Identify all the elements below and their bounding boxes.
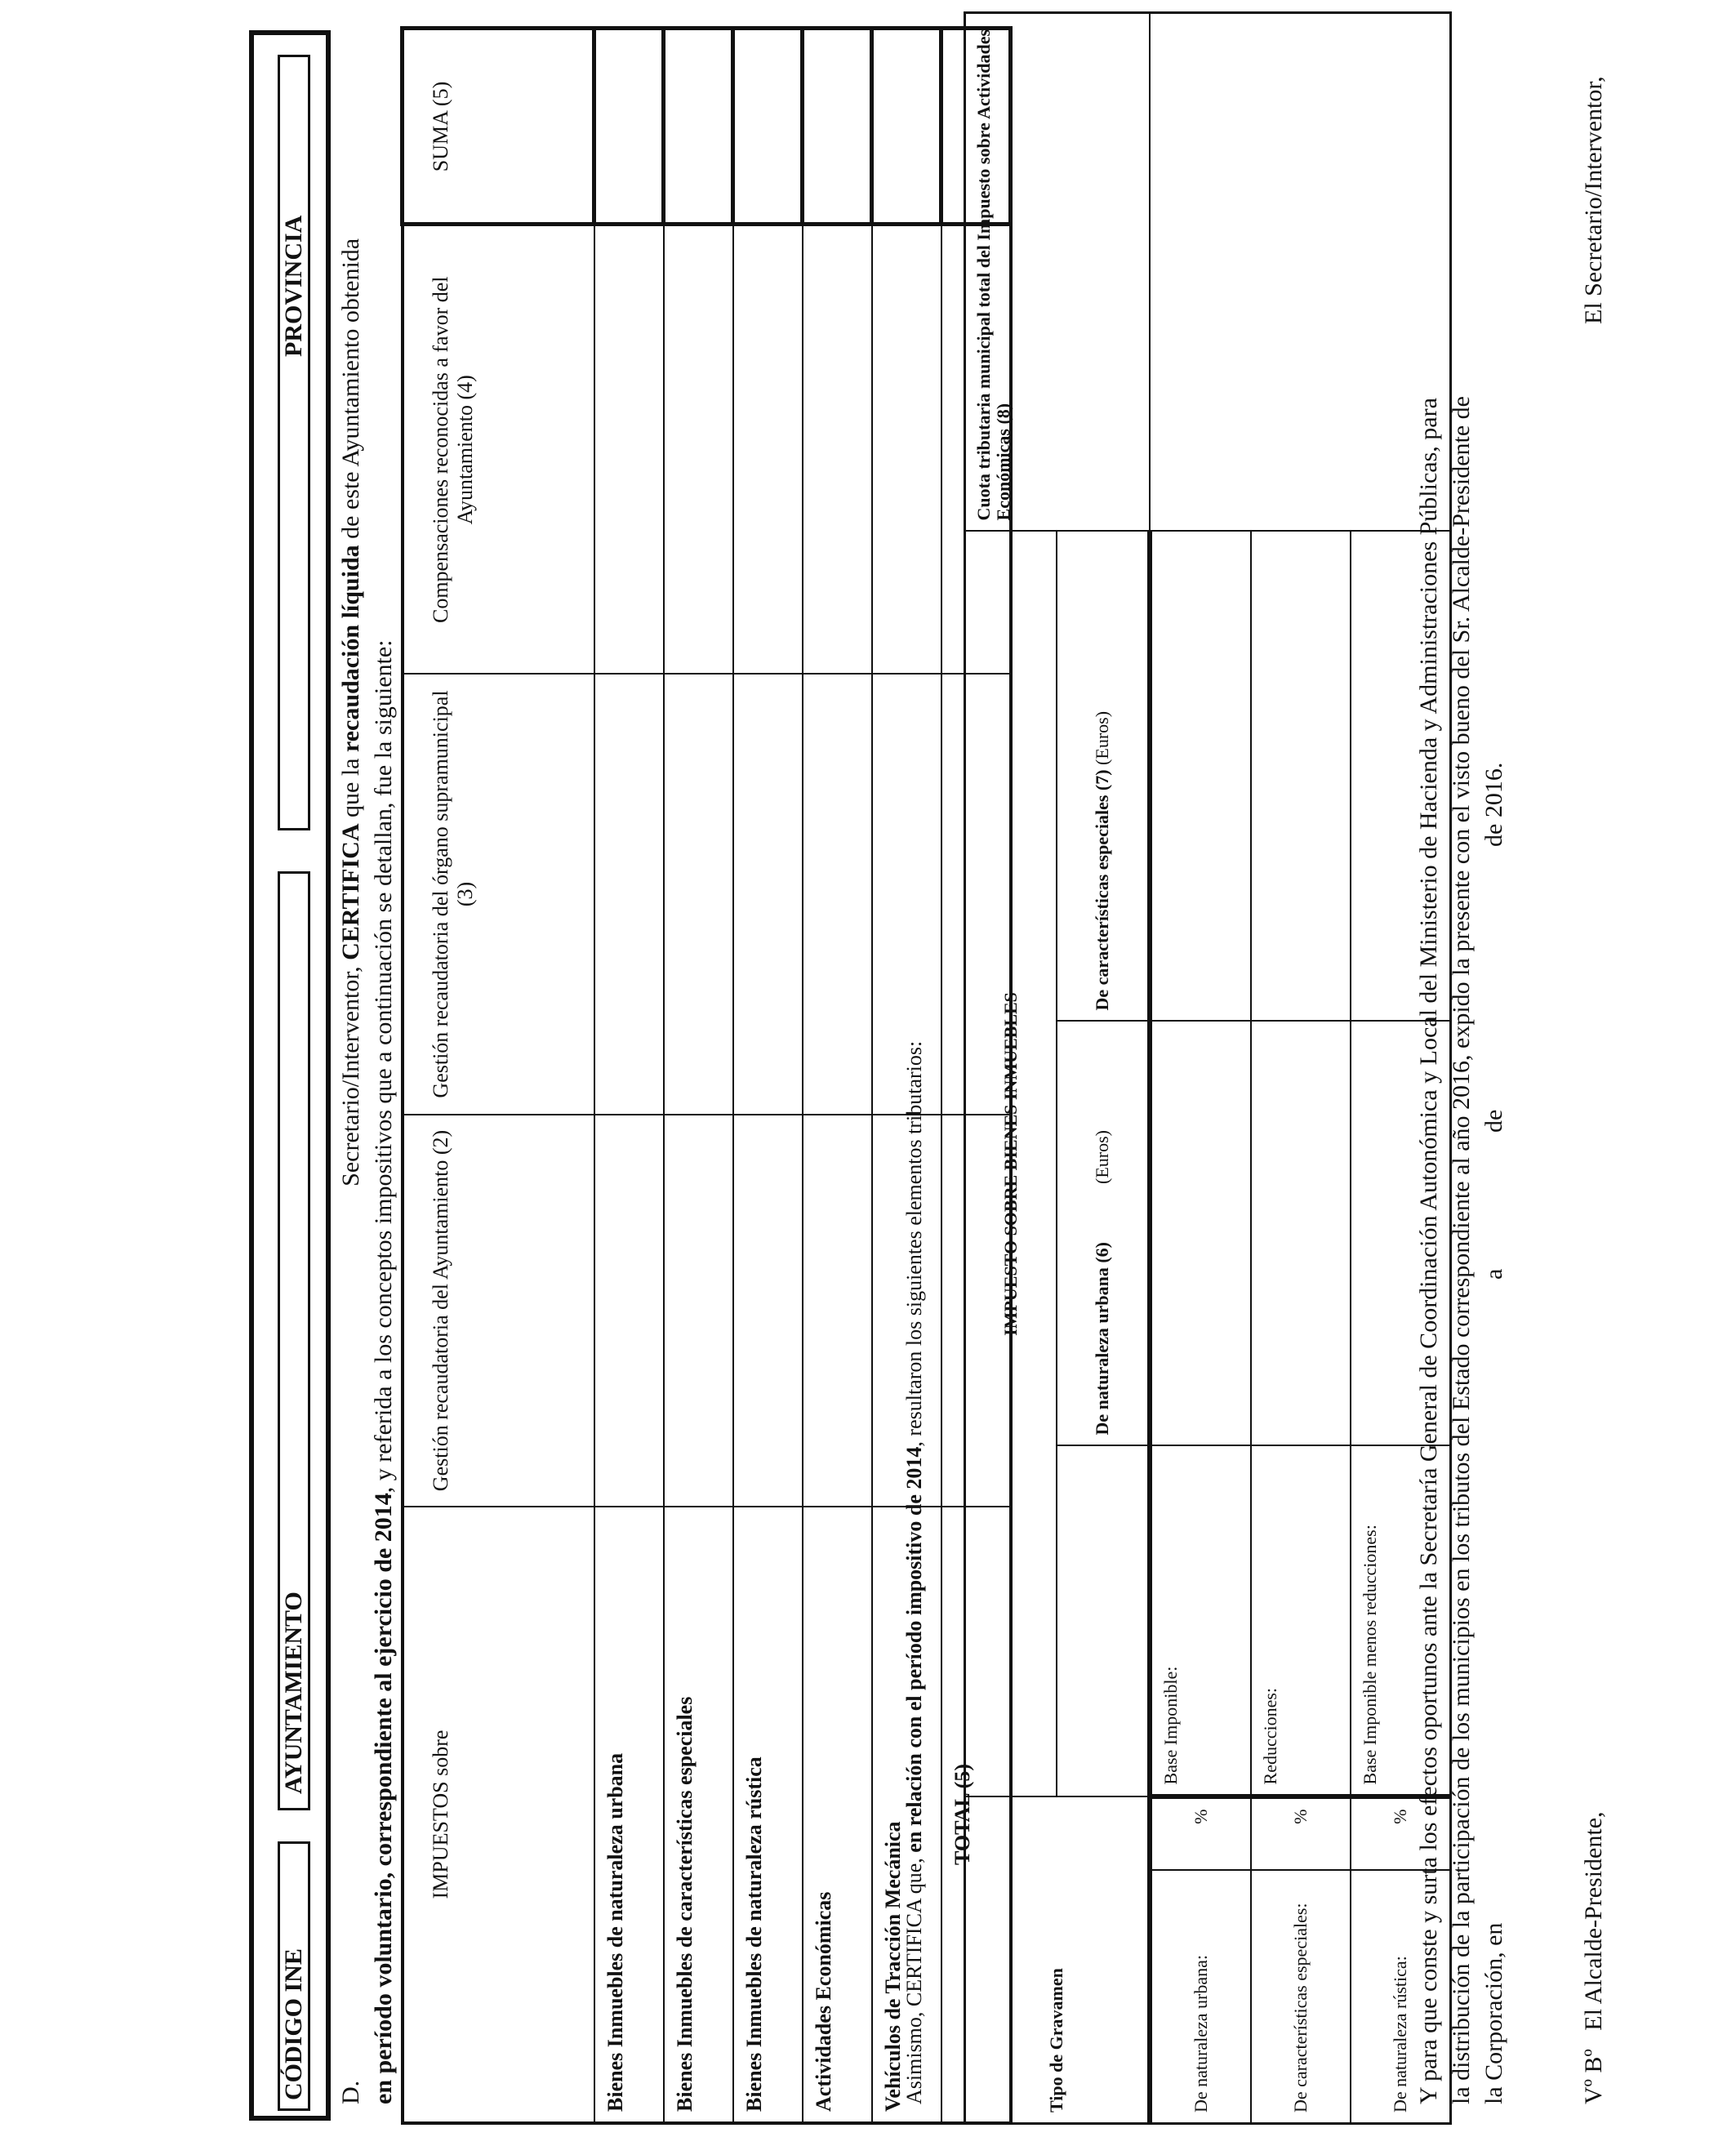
cell-suma[interactable] (733, 29, 803, 225)
row-label: Bienes Inmuebles de naturaleza rústica (733, 1507, 803, 2123)
tipo-label: De características especiales: (1251, 1871, 1351, 2124)
table-row (803, 29, 872, 2123)
cell-input[interactable] (594, 225, 664, 674)
cell-input[interactable] (664, 1115, 733, 1507)
cell-input[interactable] (594, 1115, 664, 1507)
tipo-label: De naturaleza rústica: (1351, 1871, 1451, 2124)
cell-suma[interactable] (803, 29, 872, 225)
table-row (733, 29, 803, 2123)
row-label: Vehículos de Tracción Mecánica (872, 1507, 941, 2123)
cell-suma[interactable] (664, 29, 733, 225)
cell-input[interactable] (733, 674, 803, 1115)
cell-input[interactable] (664, 674, 733, 1115)
col-urbana-header: De naturaleza urbana (6) (Euros) (1057, 1021, 1150, 1445)
row-label: Bienes Inmuebles de naturaleza urbana (594, 1507, 664, 2123)
signature-secretario: El Secretario/Interventor, (1580, 76, 1607, 324)
row-label: Bienes Inmuebles de características especiales (664, 1507, 733, 2123)
closing-paragraph (1413, 14, 1511, 2104)
concepto-label: Base Imponible menos reducciones: (1351, 1445, 1451, 1796)
closing-line-1: Y para que conste y surta los efectos oportunos ante la Secretaría General de Coordinación Autonómica y Local del Ministerio de Hacienda y Administraciones Públicas, para (1415, 398, 1442, 2104)
table-row (1150, 12, 1251, 2123)
pct-label: % (1351, 1796, 1451, 1870)
cell-input[interactable] (1251, 531, 1351, 1021)
table-row (594, 29, 664, 2123)
closing-line-2: la distribución de la participación de los municipios en los tributos del Estado correspondiente al año 2016, expido la presente con el visto bueno del Sr. Alcalde-Presidente de (1448, 396, 1475, 2104)
cert-line-2: en período voluntario, correspondiente al ejercicio de 2014, y referida a los conceptos impositivos que a continuación se detallan, fue la siguiente: (370, 639, 397, 2104)
cell-input[interactable] (733, 1115, 803, 1507)
cell-input[interactable] (733, 225, 803, 674)
provincia-field[interactable] (278, 55, 310, 830)
cell-input[interactable] (664, 225, 733, 674)
cert-line-1: D. Secretario/Interventor, CERTIFICA que la recaudación líquida de este Ayuntamiento obtenida (337, 238, 364, 2104)
provincia-label: PROVINCIA (280, 215, 307, 357)
cell-suma[interactable] (594, 29, 664, 225)
ayuntamiento-label: AYUNTAMIENTO (280, 1592, 307, 1794)
cuota-header: Cuota tributaria municipal total del Impuesto sobre Actividades Económicas (8) (965, 12, 1151, 531)
signature-alcalde: Vº Bº El Alcalde-Presidente, (1580, 1811, 1607, 2104)
concepto-label: Base Imponible: (1150, 1445, 1251, 1796)
cell-input[interactable] (803, 1115, 872, 1507)
header-suma: SUMA (5) (403, 29, 594, 225)
col-especiales-header: De características especiales (7) (Euros) (1057, 531, 1150, 1021)
ibi-subheader-blank (1057, 1445, 1150, 1796)
cell-input[interactable] (1251, 1021, 1351, 1445)
cell-input[interactable] (803, 225, 872, 674)
asimismo-line: Asimismo, CERTIFICA que, en relación con el período impositivo de 2014, resultaron los siguientes elementos tributarios: (902, 1040, 926, 2104)
row-label-total: TOTAL (5) (941, 1507, 1011, 2123)
codigo-ine-label: CÓDIGO INE (280, 1948, 307, 2100)
cell-input[interactable] (803, 674, 872, 1115)
row-label: Actividades Económicas (803, 1507, 872, 2123)
header-compensaciones: Compensaciones reconocidas a favor del Ayuntamiento (4) (403, 225, 594, 674)
pct-label: % (1150, 1796, 1251, 1870)
elementos-tributarios-table (964, 11, 1452, 2125)
table-row (664, 29, 733, 2123)
tipo-gravamen-header: Tipo de Gravamen (965, 1796, 1151, 2123)
closing-line-3: la Corporación, en a de de 2016. (1480, 762, 1507, 2104)
cell-input[interactable] (1150, 1021, 1251, 1445)
header-gestion-supramunicipal: Gestión recaudatoria del órgano supramunicipal (3) (403, 674, 594, 1115)
cell-input[interactable] (1150, 531, 1251, 1021)
concepto-label: Reducciones: (1251, 1445, 1351, 1796)
pct-label: % (1251, 1796, 1351, 1870)
tipo-label: De naturaleza urbana: (1150, 1871, 1251, 2124)
cuota-input[interactable] (1150, 12, 1451, 531)
ibi-header: IMPUESTO SOBRE BIENES INMUEBLES (965, 531, 1057, 1796)
header-gestion-ayto: Gestión recaudatoria del Ayuntamiento (2) (403, 1115, 594, 1507)
cell-input[interactable] (594, 674, 664, 1115)
header-impuestos: IMPUESTOS sobre (403, 1507, 594, 2123)
